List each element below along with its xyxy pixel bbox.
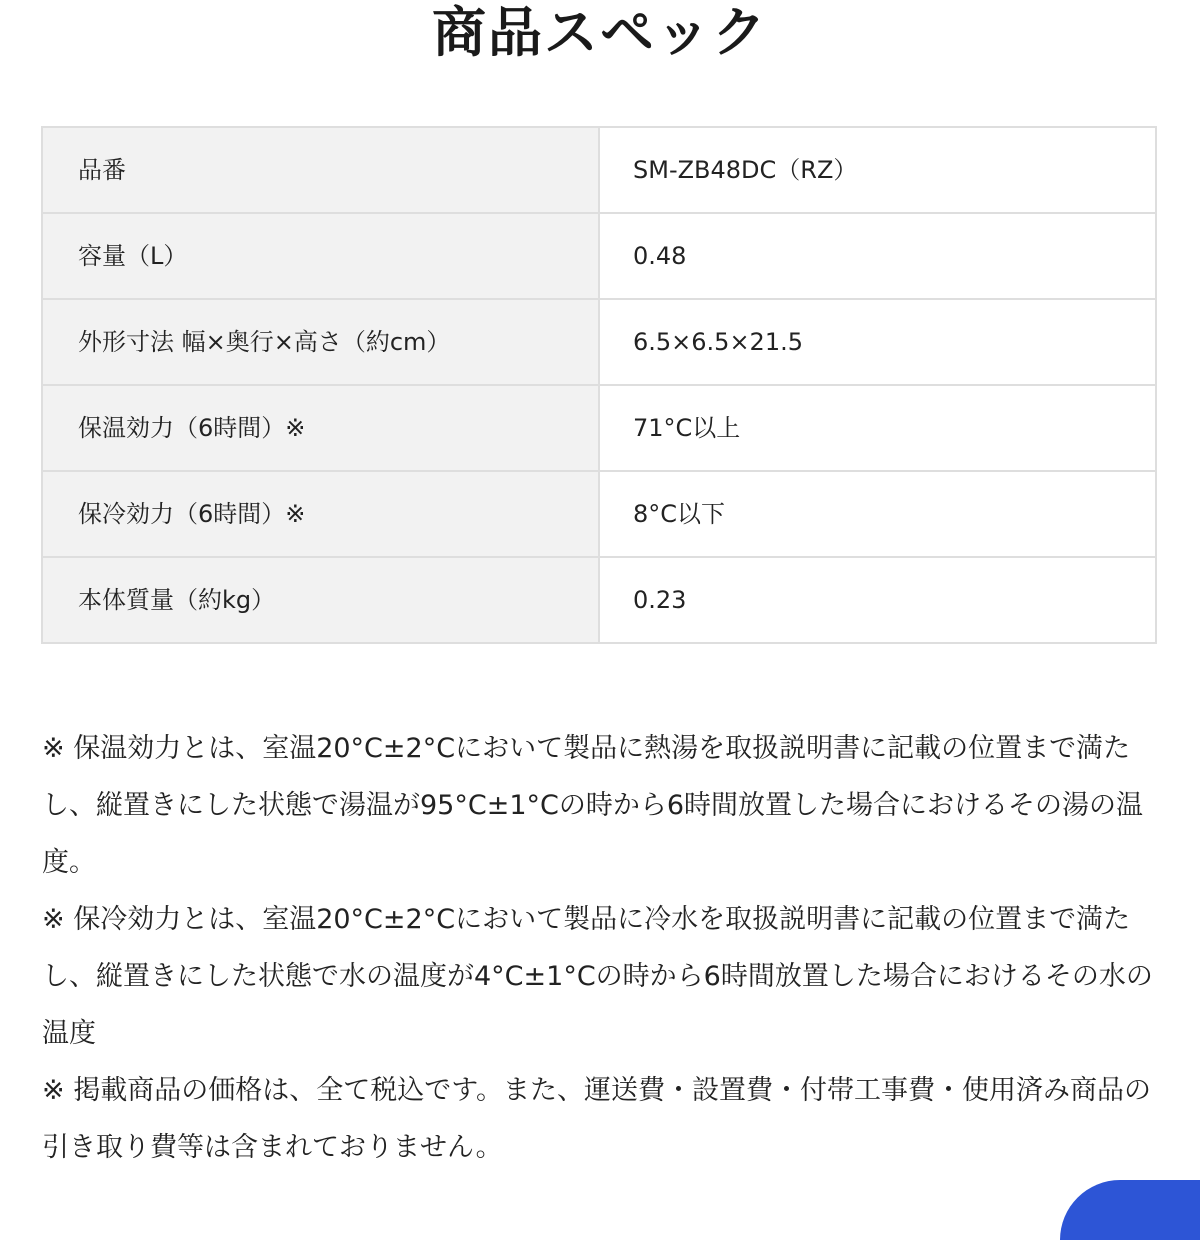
spec-value-weight: 0.23 bbox=[599, 557, 1156, 643]
spec-value-heat-retention: 71°C以上 bbox=[599, 385, 1156, 471]
spec-value-capacity: 0.48 bbox=[599, 213, 1156, 299]
footnotes bbox=[42, 720, 1158, 1176]
note-heat-retention: ※ 保温効力とは、室温20°C±2°Cにおいて製品に熱湯を取扱説明書に記載の位置まで満たし、縦置きにした状態で湯温が95°C±1°Cの時から6時間放置した場合におけるその湯の温度。 bbox=[42, 733, 1144, 878]
spec-label-heat-retention: 保温効力（6時間）※ bbox=[42, 385, 599, 471]
note-cold-retention: ※ 保冷効力とは、室温20°C±2°Cにおいて製品に冷水を取扱説明書に記載の位置まで満たし、縦置きにした状態で水の温度が4°C±1°Cの時から6時間放置した場合におけるその水の温度 bbox=[42, 904, 1153, 1049]
table-row bbox=[42, 385, 1156, 471]
table-row bbox=[42, 213, 1156, 299]
page-title: 商品スペック bbox=[432, 1, 768, 64]
spec-value-cold-retention: 8°C以下 bbox=[599, 471, 1156, 557]
note-price: ※ 掲載商品の価格は、全て税込です。また、運送費・設置費・付帯工事費・使用済み商品の引き取り費等は含まれておりません。 bbox=[42, 1075, 1152, 1163]
spec-value-dimensions: 6.5×6.5×21.5 bbox=[599, 299, 1156, 385]
spec-table bbox=[41, 126, 1157, 644]
scroll-top-button[interactable] bbox=[1060, 1180, 1200, 1240]
spec-value-model-number: SM-ZB48DC（RZ） bbox=[599, 127, 1156, 213]
spec-label-cold-retention: 保冷効力（6時間）※ bbox=[42, 471, 599, 557]
spec-label-model-number: 品番 bbox=[42, 127, 599, 213]
table-row bbox=[42, 127, 1156, 213]
table-row bbox=[42, 471, 1156, 557]
table-row bbox=[42, 299, 1156, 385]
spec-label-weight: 本体質量（約kg） bbox=[42, 557, 599, 643]
spec-label-dimensions: 外形寸法 幅×奥行×高さ（約cm） bbox=[42, 299, 599, 385]
spec-label-capacity: 容量（L） bbox=[42, 213, 599, 299]
table-row bbox=[42, 557, 1156, 643]
